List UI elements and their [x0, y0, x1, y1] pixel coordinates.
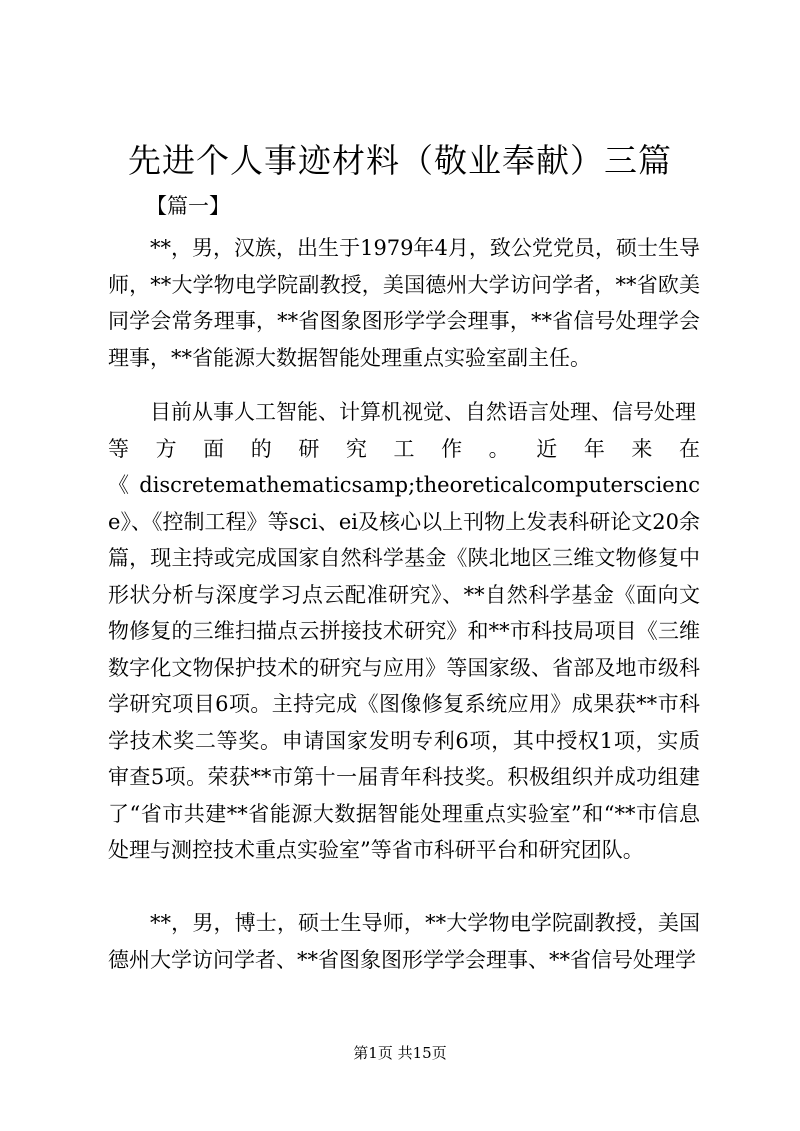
paragraph-2-rest: 《discretemathematicsamp;theoreticalcomputerscience》、《控制工程》等sci、ei及核心以上刊物上发表科研论文20余篇，现主持或完成国家自然科学基金《陕北地区三维文物修复中形状分析与深度学习点云配准研究》、**自然科学基金《面向文物修复的三维扫描点云拼接技术研究》和**市科技局项目《三维数字化文物保护技术的研究与应用》等国家级、省部及地市级科学研究项目6项。主持完成《图像修复系统应用》成果获**市科学技术奖二等奖。申请国家发明专利6项，其中授权1项，实质审查5项。荣获**市第十一届青年科技奖。积极组织并成功组建了“省市共建**省能源大数据智能处理重点实验室”和“**市信息处理与测控技术重点实验室”等省市科研平台和研究团队。 — [108, 473, 700, 862]
page-footer: 第1页 共15页 — [353, 1044, 447, 1062]
paragraph-2 — [108, 394, 700, 869]
paragraph-1: **，男，汉族，出生于1979年4月，致公党党员，硕士生导师，**大学物电学院副教授，美国德州大学访问学者，**省欧美同学会常务理事，**省图象图形学学会理事，**省信号处理学会理事，**省能源大数据智能处理重点实验室副主任。 — [108, 236, 700, 370]
paragraph-2-line-1: 目前从事人工智能、计算机视觉、自然语言处理、信号处理 — [150, 400, 696, 424]
paragraph-2-spaced-line: 等方面的研究工作。近年来在 — [108, 436, 700, 461]
section-label: 【篇一】 — [146, 194, 230, 218]
document-title: 先进个人事迹材料（敬业奉献）三篇 — [128, 141, 672, 180]
paragraph-3: **，男，博士，硕士生导师，**大学物电学院副教授，美国德州大学访问学者、**省图象图形学学会理事、**省信号处理学 — [108, 911, 700, 972]
